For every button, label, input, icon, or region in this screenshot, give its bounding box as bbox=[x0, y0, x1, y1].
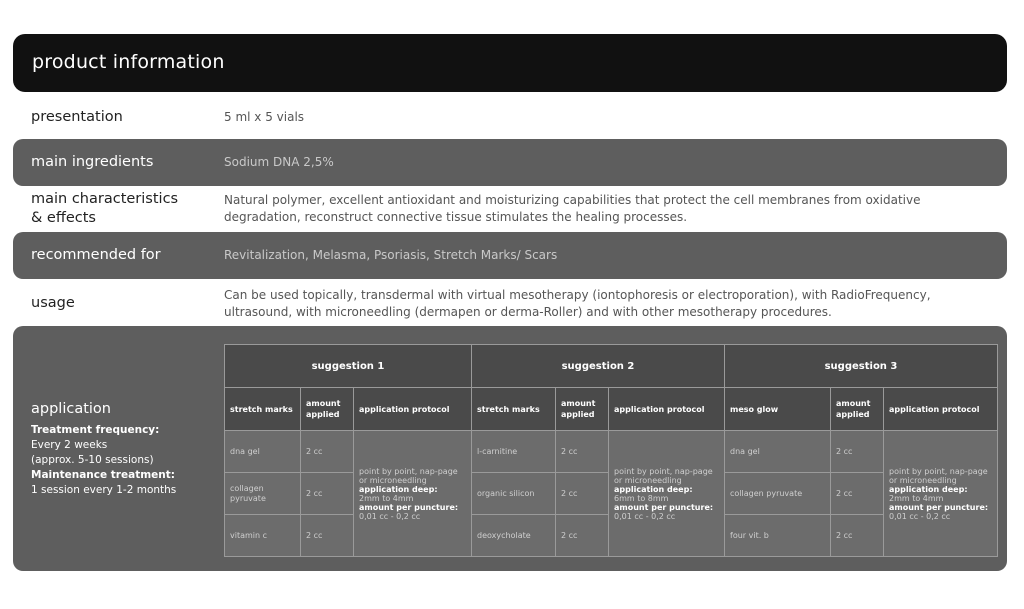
s2-protocol-text: point by point, nap-page or microneedling bbox=[614, 466, 713, 485]
characteristics-value-line1: Natural polymer, excellent antioxidant and moisturizing capabilities that protect the cell membranes from oxidative bbox=[224, 193, 921, 207]
s2-item-1-name: l-carnitine bbox=[472, 431, 556, 473]
s3-deep-value: 2mm to 4mm bbox=[889, 493, 944, 503]
s1-puncture-value: 0,01 cc - 0,2 cc bbox=[359, 511, 421, 521]
s3-col-protocol: application protocol bbox=[884, 388, 998, 431]
recommended-value: Revitalization, Melasma, Psoriasis, Stretch Marks/ Scars bbox=[224, 248, 558, 262]
s3-deep-label: application deep: bbox=[889, 484, 968, 494]
s1-col-protocol: application protocol bbox=[354, 388, 472, 431]
s3-col-amount: amount applied bbox=[831, 388, 884, 431]
maintenance-line: 1 session every 1-2 months bbox=[31, 484, 177, 496]
presentation-value: 5 ml x 5 vials bbox=[224, 110, 305, 124]
s1-col-amount: amount applied bbox=[301, 388, 354, 431]
suggestions-table bbox=[224, 344, 998, 557]
s3-item-2-name: collagen pyruvate bbox=[725, 473, 831, 515]
characteristics-label-line1: main characteristics bbox=[31, 191, 179, 207]
s1-protocol-text: point by point, nap-page or microneedling bbox=[359, 466, 458, 485]
usage-value-line2: ultrasound, with microneedling (dermapen or derma-Roller) and with other mesotherapy procedures. bbox=[224, 305, 832, 319]
usage-value bbox=[224, 287, 944, 321]
s3-protocol bbox=[884, 431, 998, 557]
s2-protocol bbox=[609, 431, 725, 557]
s3-item-1-name: dna gel bbox=[725, 431, 831, 473]
row-characteristics bbox=[13, 188, 1007, 230]
s3-item-1-amount: 2 cc bbox=[831, 431, 884, 473]
s2-item-1-amount: 2 cc bbox=[556, 431, 609, 473]
s2-deep-label: application deep: bbox=[614, 484, 693, 494]
s2-puncture-value: 0,01 cc - 0,2 cc bbox=[614, 511, 676, 521]
usage-label: usage bbox=[31, 295, 75, 311]
recommended-label: recommended for bbox=[31, 247, 161, 263]
frequency-title: Treatment frequency: bbox=[31, 424, 160, 436]
s1-col-name: stretch marks bbox=[225, 388, 301, 431]
frequency-line1: Every 2 weeks bbox=[31, 439, 108, 451]
characteristics-label bbox=[31, 190, 178, 228]
suggestion-2-title: suggestion 2 bbox=[472, 345, 725, 388]
row-recommended-for bbox=[13, 232, 1007, 279]
s3-puncture-label: amount per puncture: bbox=[889, 502, 989, 512]
s1-puncture-label: amount per puncture: bbox=[359, 502, 459, 512]
s2-col-amount: amount applied bbox=[556, 388, 609, 431]
s2-col-name: stretch marks bbox=[472, 388, 556, 431]
row-presentation bbox=[13, 100, 1007, 134]
s2-deep-value: 6mm to 8mm bbox=[614, 493, 669, 503]
ingredients-label: main ingredients bbox=[31, 154, 154, 170]
s2-item-3-amount: 2 cc bbox=[556, 515, 609, 557]
characteristics-value bbox=[224, 192, 944, 226]
s1-item-2-amount: 2 cc bbox=[301, 473, 354, 515]
s2-col-protocol: application protocol bbox=[609, 388, 725, 431]
characteristics-label-line2: & effects bbox=[31, 210, 96, 226]
presentation-label: presentation bbox=[31, 109, 123, 125]
s2-item-2-amount: 2 cc bbox=[556, 473, 609, 515]
application-label: application bbox=[31, 401, 111, 417]
application-detail bbox=[31, 423, 211, 498]
ingredients-value: Sodium DNA 2,5% bbox=[224, 155, 334, 169]
s1-item-3-name: vitamin c bbox=[225, 515, 301, 557]
s3-item-3-amount: 2 cc bbox=[831, 515, 884, 557]
s1-deep-label: application deep: bbox=[359, 484, 438, 494]
suggestion-header-row bbox=[225, 388, 998, 431]
s1-item-1-amount: 2 cc bbox=[301, 431, 354, 473]
s3-protocol-text: point by point, nap-page or microneedling bbox=[889, 466, 988, 485]
s1-deep-value: 2mm to 4mm bbox=[359, 493, 414, 503]
s3-puncture-value: 0,01 cc - 0,2 cc bbox=[889, 511, 951, 521]
suggestion-title-row bbox=[225, 345, 998, 388]
s2-item-2-name: organic silicon bbox=[472, 473, 556, 515]
row-usage bbox=[13, 282, 1007, 324]
suggestion-1-title: suggestion 1 bbox=[225, 345, 472, 388]
s3-col-name: meso glow bbox=[725, 388, 831, 431]
header-bar bbox=[13, 34, 1007, 92]
s3-item-2-amount: 2 cc bbox=[831, 473, 884, 515]
characteristics-value-line2: degradation, reconstruct connective tissue stimulates the healing processes. bbox=[224, 210, 688, 224]
maintenance-title: Maintenance treatment: bbox=[31, 469, 175, 481]
frequency-line2: (approx. 5-10 sessions) bbox=[31, 454, 154, 466]
s2-item-3-name: deoxycholate bbox=[472, 515, 556, 557]
usage-value-line1: Can be used topically, transdermal with virtual mesotherapy (iontophoresis or electroporation), with RadioFrequency, bbox=[224, 288, 931, 302]
s1-item-1-name: dna gel bbox=[225, 431, 301, 473]
row-application bbox=[13, 326, 1007, 571]
s2-puncture-label: amount per puncture: bbox=[614, 502, 714, 512]
s1-protocol bbox=[354, 431, 472, 557]
s1-item-2-name: collagen pyruvate bbox=[225, 473, 301, 515]
s3-item-3-name: four vit. b bbox=[725, 515, 831, 557]
s1-item-3-amount: 2 cc bbox=[301, 515, 354, 557]
suggestion-3-title: suggestion 3 bbox=[725, 345, 998, 388]
table-row bbox=[225, 431, 998, 473]
row-main-ingredients bbox=[13, 139, 1007, 186]
page-title: product information bbox=[32, 51, 225, 73]
